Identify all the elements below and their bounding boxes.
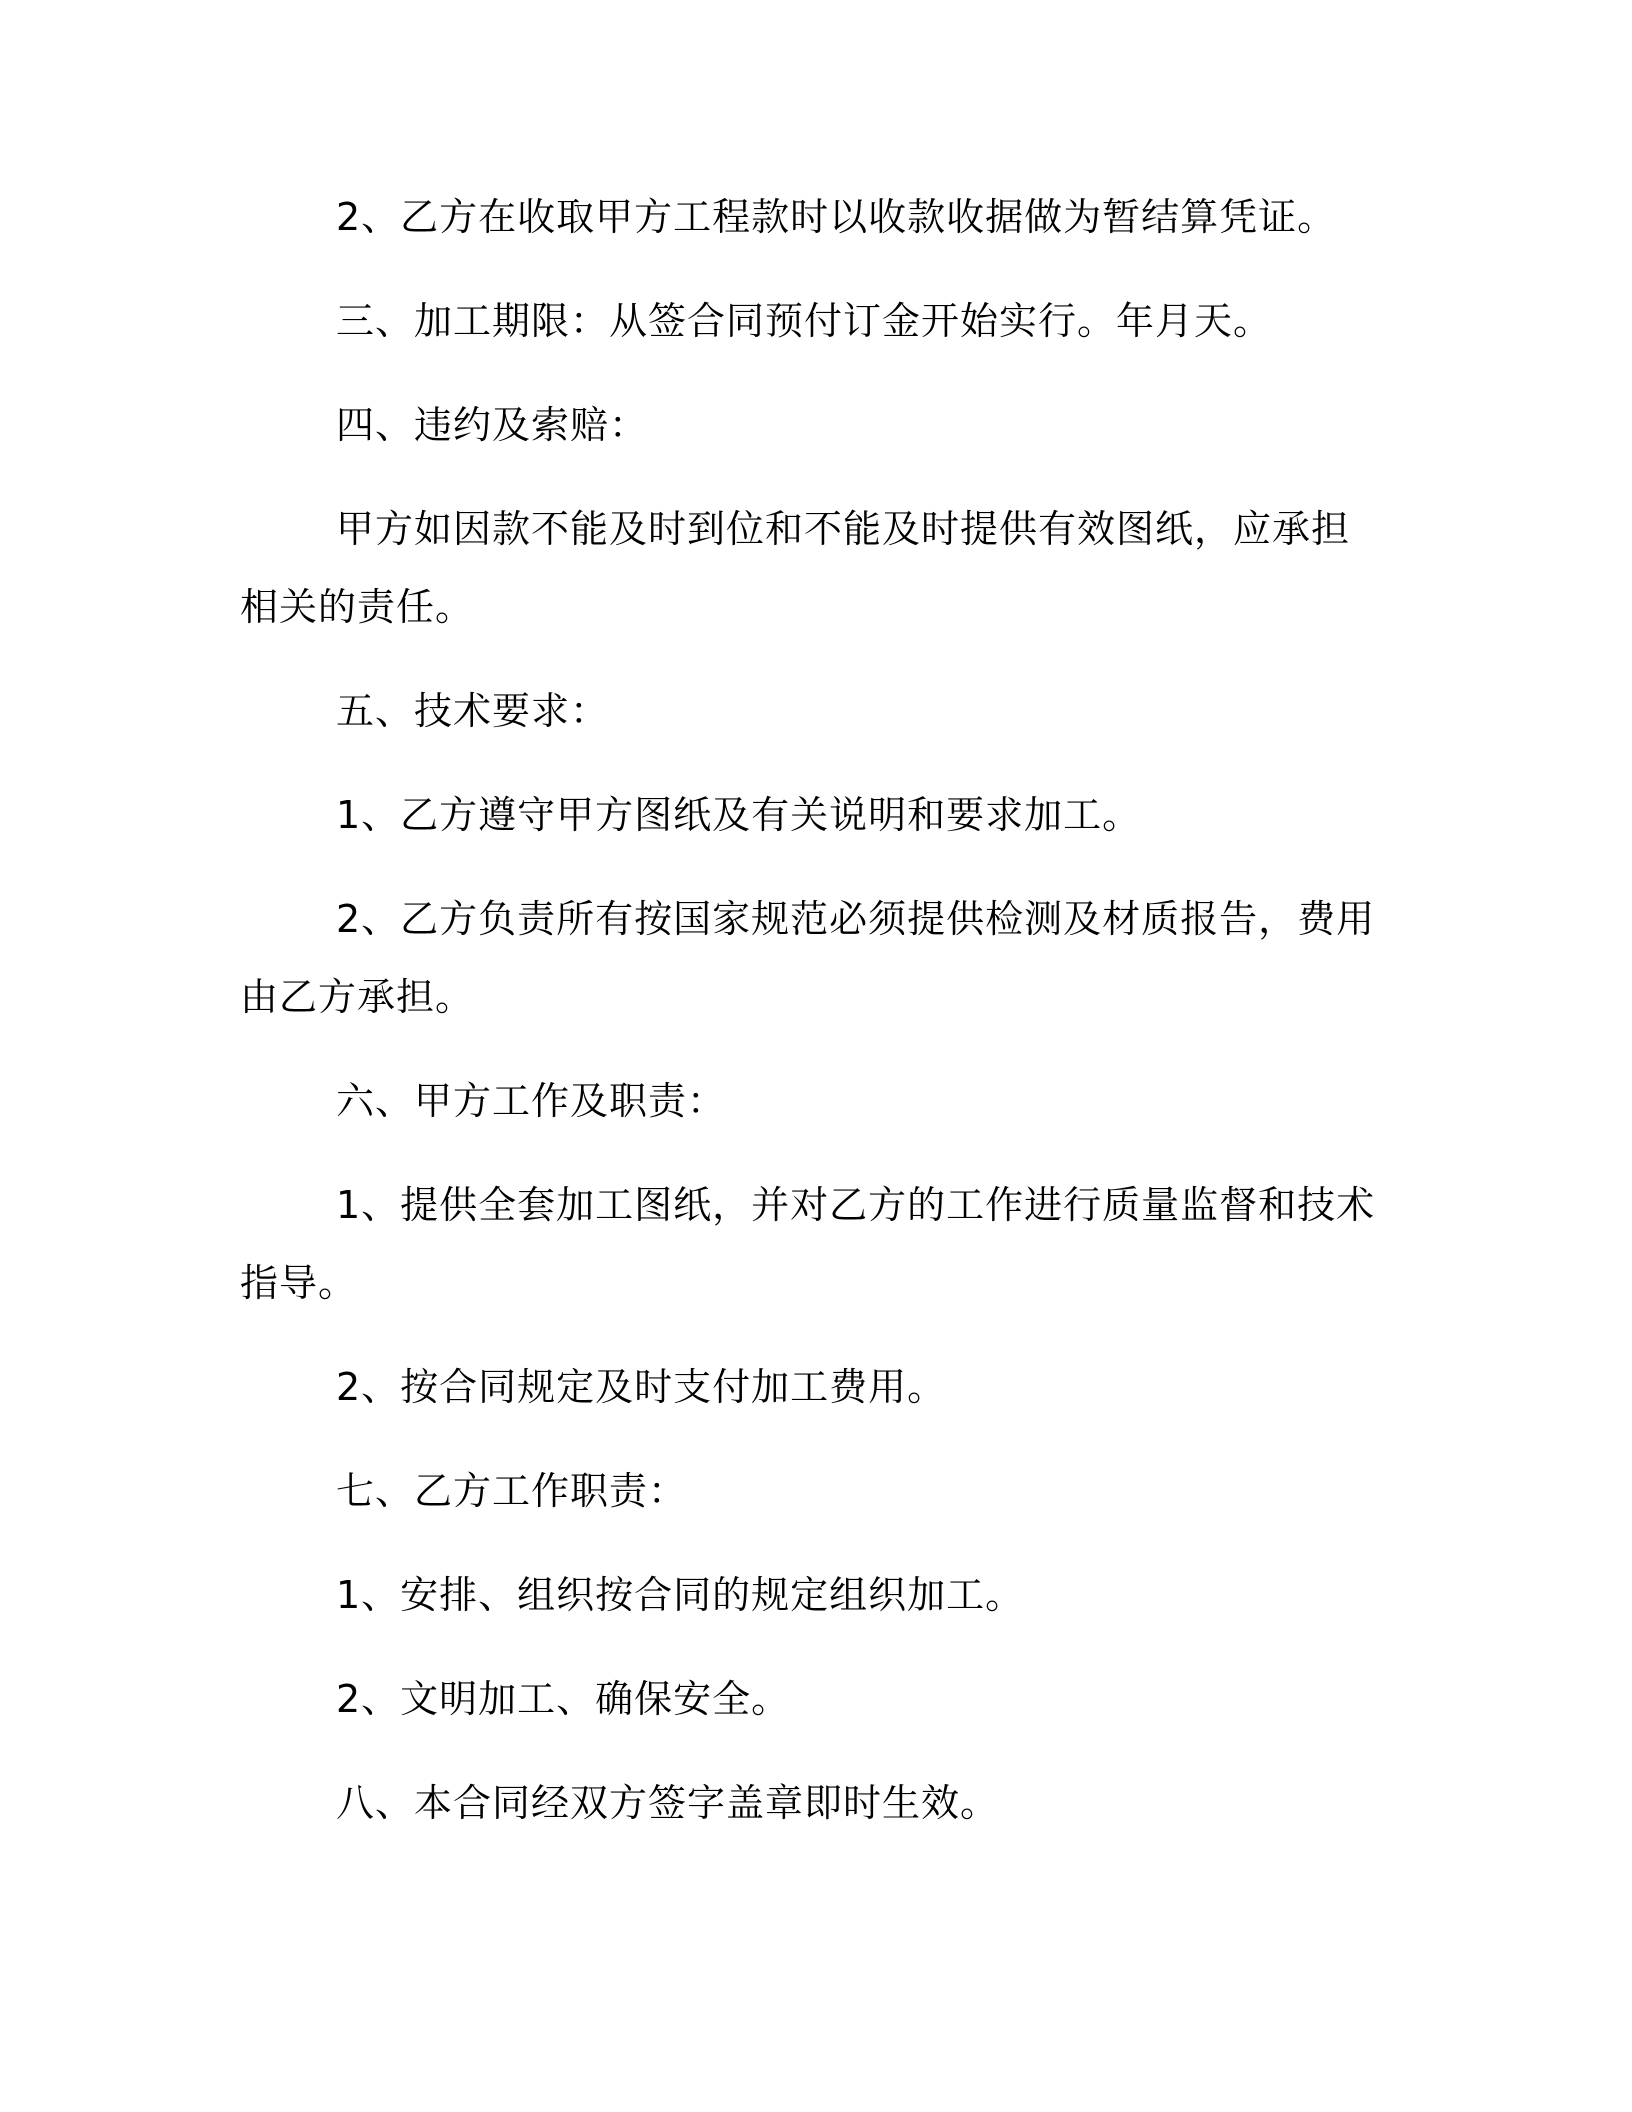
heading-party-b-duties: 七、乙方工作职责：: [336, 1469, 688, 1513]
heading-contract-effective: 八、本合同经双方签字盖章即时生效。: [336, 1781, 1000, 1825]
heading-processing-period: 三、加工期限：从签合同预付订金开始实行。年月天。: [336, 299, 1273, 343]
paragraph-organize-processing: 1、安排、组织按合同的规定组织加工。: [336, 1573, 1025, 1617]
paragraph-party-a-liability: 甲方如因款不能及时到位和不能及时提供有效图纸，应承担相关的责任。: [240, 507, 1351, 629]
heading-party-a-duties: 六、甲方工作及职责：: [336, 1079, 727, 1123]
heading-technical-requirements: 五、技术要求：: [336, 689, 610, 733]
paragraph-provide-drawings: 1、提供全套加工图纸，并对乙方的工作进行质量监督和技术指导。: [240, 1183, 1376, 1305]
paragraph-pay-fees: 2、按合同规定及时支付加工费用。: [336, 1365, 947, 1409]
paragraph-testing-reports: 2、乙方负责所有按国家规范必须提供检测及材质报告，费用由乙方承担。: [240, 897, 1376, 1019]
paragraph-safety: 2、文明加工、确保安全。: [336, 1677, 791, 1721]
paragraph-settlement-voucher: 2、乙方在收取甲方工程款时以收款收据做为暂结算凭证。: [336, 195, 1337, 239]
paragraph-follow-drawings: 1、乙方遵守甲方图纸及有关说明和要求加工。: [336, 793, 1142, 837]
heading-breach-claims: 四、违约及索赔：: [336, 403, 649, 447]
